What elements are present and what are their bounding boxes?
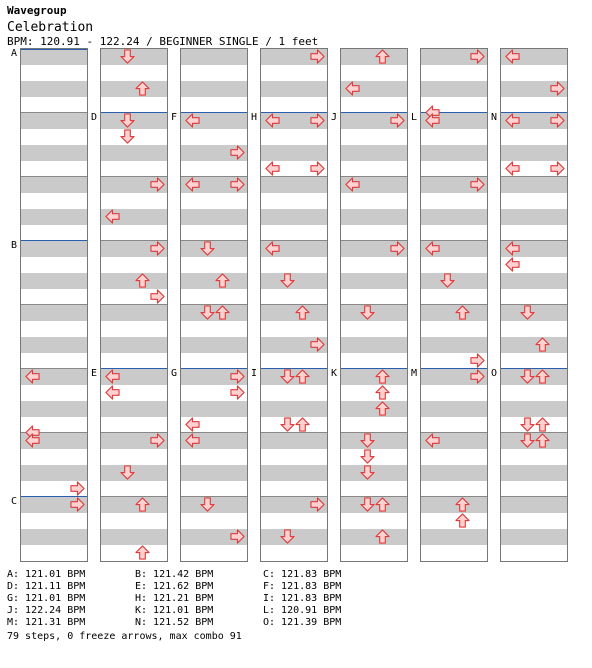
beat-band (101, 337, 167, 353)
left-arrow-icon (185, 417, 200, 432)
bpm-segment-label: C (11, 496, 18, 507)
beat-band (501, 497, 567, 513)
beat-band (21, 273, 87, 289)
beat-band (21, 177, 87, 193)
right-arrow-icon (230, 177, 245, 192)
beat-band (21, 113, 87, 129)
right-arrow-icon (230, 529, 245, 544)
bpm-change-line (21, 240, 87, 241)
beat-band (261, 305, 327, 321)
beat-band (421, 81, 487, 97)
beat-band (501, 401, 567, 417)
right-arrow-icon (470, 369, 485, 384)
up-arrow-icon (375, 49, 390, 64)
up-arrow-icon (375, 385, 390, 400)
beat-band (21, 529, 87, 545)
left-arrow-icon (25, 433, 40, 448)
left-arrow-icon (185, 177, 200, 192)
up-arrow-icon (455, 513, 470, 528)
right-arrow-icon (150, 241, 165, 256)
chart-column-6 (420, 48, 488, 562)
up-arrow-icon (215, 305, 230, 320)
bpm-segment-label: D (91, 112, 98, 123)
down-arrow-icon (520, 369, 535, 384)
up-arrow-icon (375, 401, 390, 416)
left-arrow-icon (505, 257, 520, 272)
measure-line (101, 496, 167, 497)
down-arrow-icon (280, 417, 295, 432)
bpm-legend-entry: D: 121.11 BPM (7, 581, 86, 592)
beat-band (21, 305, 87, 321)
bpm-segment-label: E (91, 368, 98, 379)
right-arrow-icon (150, 177, 165, 192)
measure-line (501, 496, 567, 497)
bpm-legend-entry: M: 121.31 BPM (7, 617, 86, 628)
bpm-legend-entry: F: 121.83 BPM (263, 581, 342, 592)
beat-band (421, 145, 487, 161)
beat-band (421, 337, 487, 353)
bpm-change-line (21, 49, 87, 50)
chart-column-7 (500, 48, 568, 562)
down-arrow-icon (520, 417, 535, 432)
chart-column-5 (340, 48, 408, 562)
right-arrow-icon (470, 353, 485, 368)
beat-band (501, 209, 567, 225)
down-arrow-icon (520, 305, 535, 320)
bpm-segment-label: J (331, 112, 338, 123)
measure-line (261, 304, 327, 305)
up-arrow-icon (535, 369, 550, 384)
beat-band (421, 209, 487, 225)
beat-band (341, 145, 407, 161)
beat-band (341, 401, 407, 417)
left-arrow-icon (25, 369, 40, 384)
beat-band (261, 433, 327, 449)
down-arrow-icon (520, 433, 535, 448)
bpm-legend-entry: C: 121.83 BPM (263, 569, 342, 580)
beat-band (181, 81, 247, 97)
right-arrow-icon (310, 161, 325, 176)
beat-band (21, 465, 87, 481)
chart-summary: 79 steps, 0 freeze arrows, max combo 91 (7, 631, 242, 642)
beat-band (101, 273, 167, 289)
down-arrow-icon (120, 49, 135, 64)
down-arrow-icon (200, 305, 215, 320)
chart-column-1 (20, 48, 88, 562)
left-arrow-icon (345, 81, 360, 96)
chart-column-3 (180, 48, 248, 562)
beat-band (421, 465, 487, 481)
up-arrow-icon (455, 497, 470, 512)
left-arrow-icon (505, 241, 520, 256)
chart-column-4 (260, 48, 328, 562)
up-arrow-icon (455, 305, 470, 320)
right-arrow-icon (70, 481, 85, 496)
up-arrow-icon (295, 369, 310, 384)
bpm-legend-entry: H: 121.21 BPM (135, 593, 214, 604)
right-arrow-icon (310, 337, 325, 352)
right-arrow-icon (310, 113, 325, 128)
bpm-segment-label: I (251, 368, 258, 379)
bpm-legend-entry: E: 121.62 BPM (135, 581, 214, 592)
bpm-segment-label: G (171, 368, 178, 379)
up-arrow-icon (135, 545, 150, 560)
right-arrow-icon (230, 369, 245, 384)
down-arrow-icon (200, 241, 215, 256)
up-arrow-icon (135, 497, 150, 512)
right-arrow-icon (550, 81, 565, 96)
beat-band (501, 337, 567, 353)
bpm-segment-label: A (11, 48, 18, 59)
right-arrow-icon (230, 385, 245, 400)
beat-band (181, 465, 247, 481)
down-arrow-icon (360, 449, 375, 464)
beat-band (101, 305, 167, 321)
bpm-legend-entry: B: 121.42 BPM (135, 569, 214, 580)
measure-line (21, 112, 87, 113)
bpm-legend-entry: O: 121.39 BPM (263, 617, 342, 628)
up-arrow-icon (295, 305, 310, 320)
bpm-segment-label: L (411, 112, 418, 123)
left-arrow-icon (265, 241, 280, 256)
right-arrow-icon (310, 49, 325, 64)
up-arrow-icon (135, 273, 150, 288)
left-arrow-icon (505, 49, 520, 64)
bpm-segment-label: K (331, 368, 338, 379)
bpm-legend-entry: N: 121.52 BPM (135, 617, 214, 628)
up-arrow-icon (375, 497, 390, 512)
left-arrow-icon (185, 433, 200, 448)
down-arrow-icon (360, 465, 375, 480)
beat-band (421, 305, 487, 321)
left-arrow-icon (505, 161, 520, 176)
bpm-legend-entry: L: 120.91 BPM (263, 605, 342, 616)
bpm-legend-entry: G: 121.01 BPM (7, 593, 86, 604)
beat-band (21, 337, 87, 353)
left-arrow-icon (505, 113, 520, 128)
beat-band (501, 529, 567, 545)
beat-band (261, 465, 327, 481)
down-arrow-icon (280, 529, 295, 544)
beat-band (501, 145, 567, 161)
up-arrow-icon (535, 337, 550, 352)
bpm-segment-label: B (11, 240, 18, 251)
up-arrow-icon (375, 369, 390, 384)
beat-band (501, 273, 567, 289)
down-arrow-icon (280, 273, 295, 288)
right-arrow-icon (550, 161, 565, 176)
beat-band (421, 529, 487, 545)
left-arrow-icon (425, 113, 440, 128)
left-arrow-icon (425, 241, 440, 256)
beat-band (181, 401, 247, 417)
beat-band (181, 273, 247, 289)
beat-band (21, 241, 87, 257)
measure-line (21, 176, 87, 177)
down-arrow-icon (360, 433, 375, 448)
up-arrow-icon (295, 417, 310, 432)
down-arrow-icon (280, 369, 295, 384)
beat-band (341, 369, 407, 385)
bpm-segment-label: F (171, 112, 178, 123)
beat-band (341, 49, 407, 65)
beat-band (21, 81, 87, 97)
left-arrow-icon (185, 113, 200, 128)
beat-band (101, 81, 167, 97)
bpm-legend-entry: K: 121.01 BPM (135, 605, 214, 616)
bpm-segment-label: N (491, 112, 498, 123)
beat-band (261, 401, 327, 417)
measure-line (501, 176, 567, 177)
bpm-legend-entry: A: 121.01 BPM (7, 569, 86, 580)
beat-band (341, 529, 407, 545)
song-title: Celebration (7, 20, 94, 35)
beat-band (181, 49, 247, 65)
measure-line (421, 304, 487, 305)
beat-band (101, 497, 167, 513)
beat-band (261, 145, 327, 161)
beat-band (101, 529, 167, 545)
bpm-segment-label: M (411, 368, 418, 379)
down-arrow-icon (120, 113, 135, 128)
up-arrow-icon (535, 433, 550, 448)
bpm-segment-label: O (491, 368, 498, 379)
right-arrow-icon (550, 113, 565, 128)
measure-line (21, 304, 87, 305)
beat-band (341, 273, 407, 289)
left-arrow-icon (265, 161, 280, 176)
up-arrow-icon (375, 529, 390, 544)
down-arrow-icon (440, 273, 455, 288)
beat-band (21, 49, 87, 65)
beat-band (501, 465, 567, 481)
beat-band (421, 401, 487, 417)
beat-band (21, 145, 87, 161)
beat-band (261, 209, 327, 225)
beat-band (21, 209, 87, 225)
beat-band (341, 337, 407, 353)
up-arrow-icon (135, 81, 150, 96)
bpm-legend-entry: I: 121.83 BPM (263, 593, 342, 604)
beat-band (101, 145, 167, 161)
bpm-legend-entry: J: 122.24 BPM (7, 605, 86, 616)
bpm-segment-label: H (251, 112, 258, 123)
measure-line (261, 176, 327, 177)
measure-line (261, 432, 327, 433)
right-arrow-icon (230, 145, 245, 160)
left-arrow-icon (105, 385, 120, 400)
down-arrow-icon (360, 497, 375, 512)
measure-line (421, 496, 487, 497)
up-arrow-icon (215, 273, 230, 288)
beat-band (261, 177, 327, 193)
right-arrow-icon (470, 177, 485, 192)
artist-name: Wavegroup (7, 4, 67, 17)
right-arrow-icon (390, 113, 405, 128)
beat-band (21, 401, 87, 417)
down-arrow-icon (120, 129, 135, 144)
beat-band (181, 337, 247, 353)
left-arrow-icon (265, 113, 280, 128)
beat-band (421, 497, 487, 513)
right-arrow-icon (310, 497, 325, 512)
right-arrow-icon (390, 241, 405, 256)
up-arrow-icon (535, 417, 550, 432)
left-arrow-icon (105, 209, 120, 224)
left-arrow-icon (425, 433, 440, 448)
right-arrow-icon (150, 289, 165, 304)
beat-band (181, 209, 247, 225)
chart-column-2 (100, 48, 168, 562)
left-arrow-icon (105, 369, 120, 384)
down-arrow-icon (360, 305, 375, 320)
down-arrow-icon (200, 497, 215, 512)
left-arrow-icon (345, 177, 360, 192)
right-arrow-icon (70, 497, 85, 512)
beat-band (101, 401, 167, 417)
beat-band (501, 177, 567, 193)
bpm-change-line (341, 368, 407, 369)
right-arrow-icon (150, 433, 165, 448)
down-arrow-icon (120, 465, 135, 480)
measure-line (101, 304, 167, 305)
beat-band (341, 209, 407, 225)
right-arrow-icon (470, 49, 485, 64)
bpm-difficulty-line: BPM: 120.91 - 122.24 / BEGINNER SINGLE / 1 feet (7, 35, 319, 48)
beat-band (261, 81, 327, 97)
